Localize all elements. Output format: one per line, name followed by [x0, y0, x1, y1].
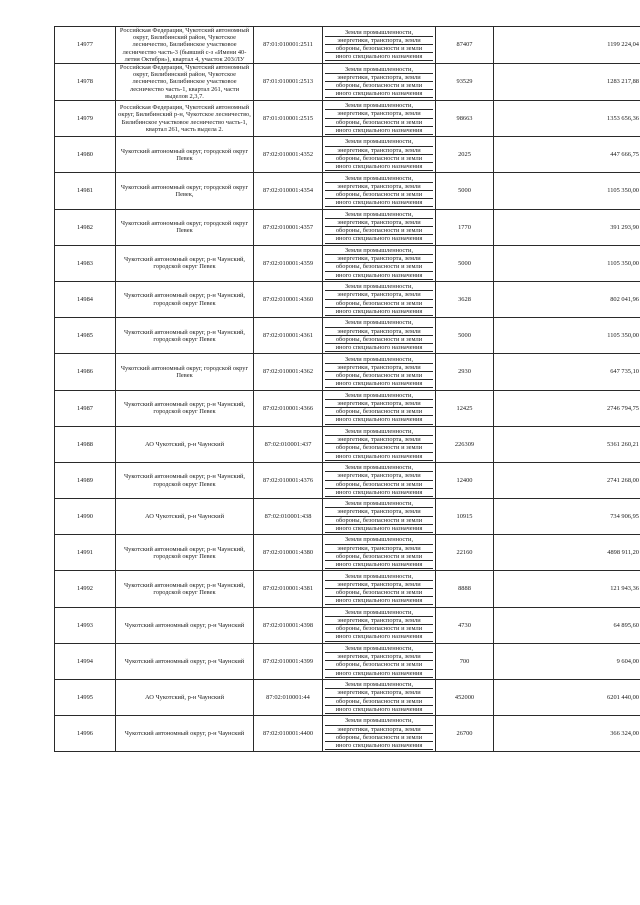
cadastral-value-cell: 5361 260,21: [494, 426, 640, 462]
area-cell: 1770: [436, 209, 494, 245]
area-cell: 2025: [436, 137, 494, 173]
table-row: [55, 137, 640, 173]
land-category-line: энергетики, транспорта, земли: [325, 364, 433, 372]
land-category-line: энергетики, транспорта, земли: [325, 183, 433, 191]
land-category-line: Земли промышленности,: [325, 175, 433, 183]
area-cell: 98663: [436, 101, 494, 137]
land-category-line: энергетики, транспорта, земли: [325, 508, 433, 516]
land-category-cell: [323, 137, 436, 173]
area-cell: 5000: [436, 318, 494, 354]
cadastral-value-cell: 2746 794,75: [494, 390, 640, 426]
table-row: [55, 354, 640, 390]
cadastral-number-cell: 87:02:010001:4381: [254, 571, 323, 607]
land-category-line: иного специального назначения: [325, 597, 433, 605]
cadastral-number-cell: 87:02:010001:4366: [254, 390, 323, 426]
land-category-line: Земли промышленности,: [325, 356, 433, 364]
cadastral-number-cell: 87:02:010001:438: [254, 499, 323, 535]
land-category-line: Земли промышленности,: [325, 211, 433, 219]
cadastral-number-cell: 87:02:010001:44: [254, 680, 323, 716]
land-category-line: иного специального назначения: [325, 235, 433, 243]
land-category-cell: [323, 209, 436, 245]
land-category-line: Земли промышленности,: [325, 536, 433, 544]
land-category-line: энергетики, транспорта, земли: [325, 147, 433, 155]
land-category-line: Земли промышленности,: [325, 573, 433, 581]
land-category-line: обороны, безопасности и земли: [325, 625, 433, 633]
row-number-cell: 14992: [55, 571, 116, 607]
area-cell: 22160: [436, 535, 494, 571]
land-category-line: иного специального назначения: [325, 633, 433, 641]
address-cell: Чукотский автономный округ, городской округ Певек,: [116, 173, 254, 209]
land-category-line: обороны, безопасности и земли: [325, 191, 433, 199]
land-category-cell: [323, 571, 436, 607]
cadastral-value-cell: 366 324,00: [494, 716, 640, 752]
land-category-cell: [323, 173, 436, 209]
area-cell: 8888: [436, 571, 494, 607]
table-row: [55, 680, 640, 716]
address-cell: Чукотский автономный округ, р-н Чаунский: [116, 607, 254, 643]
address-cell: Чукотский автономный округ, городской округ Певек: [116, 209, 254, 245]
cadastral-number-cell: 87:01:010001:2515: [254, 101, 323, 137]
land-category-line: иного специального назначения: [325, 489, 433, 497]
cadastral-number-cell: 87:01:010001:2511: [254, 27, 323, 64]
land-category-line: энергетики, транспорта, земли: [325, 291, 433, 299]
cadastral-number-cell: 87:02:010001:4400: [254, 716, 323, 752]
land-category-cell: [323, 281, 436, 317]
address-cell: Чукотский автономный округ, р-н Чаунский, городской округ Певек: [116, 318, 254, 354]
cadastral-value-cell: 1105 350,00: [494, 318, 640, 354]
land-category-line: энергетики, транспорта, земли: [325, 617, 433, 625]
cadastral-number-cell: 87:02:010001:4360: [254, 281, 323, 317]
address-cell: Российская Федерация, Чукотский автономный округ, Билибинский район, Чукотское лесничество, Билибинское участковое лесничество часть-3 (бывший с-з «Имени 40-летия Октября»), квартал 4, участок 203/ЛУ: [116, 27, 254, 64]
row-number-cell: 14981: [55, 173, 116, 209]
land-category-line: иного специального назначения: [325, 525, 433, 533]
row-number-cell: 14993: [55, 607, 116, 643]
land-category-line: иного специального назначения: [325, 670, 433, 678]
row-number-cell: 14991: [55, 535, 116, 571]
address-cell: Чукотский автономный округ, р-н Чаунский, городской округ Певек: [116, 535, 254, 571]
address-cell: Чукотский автономный округ, городской округ Певек: [116, 354, 254, 390]
land-category-line: обороны, безопасности и земли: [325, 227, 433, 235]
cadastral-value-cell: 1105 350,00: [494, 245, 640, 281]
land-category-line: иного специального назначения: [325, 706, 433, 714]
land-category-line: энергетики, транспорта, земли: [325, 110, 433, 118]
land-category-line: энергетики, транспорта, земли: [325, 653, 433, 661]
cadastral-number-cell: 87:01:010001:2513: [254, 64, 323, 101]
land-category-line: Земли промышленности,: [325, 247, 433, 255]
land-category-cell: [323, 101, 436, 137]
land-category-line: Земли промышленности,: [325, 283, 433, 291]
land-registry-table: [54, 26, 640, 752]
land-category-line: иного специального назначения: [325, 742, 433, 750]
land-category-line: энергетики, транспорта, земли: [325, 689, 433, 697]
land-category-cell: [323, 716, 436, 752]
row-number-cell: 14986: [55, 354, 116, 390]
cadastral-number-cell: 87:02:010001:4362: [254, 354, 323, 390]
area-cell: 452000: [436, 680, 494, 716]
table-row: [55, 209, 640, 245]
cadastral-value-cell: 734 906,95: [494, 499, 640, 535]
row-number-cell: 14983: [55, 245, 116, 281]
land-category-line: обороны, безопасности и земли: [325, 517, 433, 525]
cadastral-number-cell: 87:02:010001:4398: [254, 607, 323, 643]
address-cell: АО Чукотский, р-н Чаунский: [116, 426, 254, 462]
land-category-line: Земли промышленности,: [325, 500, 433, 508]
row-number-cell: 14987: [55, 390, 116, 426]
area-cell: 700: [436, 643, 494, 679]
land-category-line: иного специального назначения: [325, 90, 433, 98]
cadastral-value-cell: 4898 911,20: [494, 535, 640, 571]
area-cell: 3628: [436, 281, 494, 317]
table-row: [55, 245, 640, 281]
land-category-line: обороны, безопасности и земли: [325, 661, 433, 669]
land-category-line: обороны, безопасности и земли: [325, 589, 433, 597]
cadastral-value-cell: 121 943,36: [494, 571, 640, 607]
area-cell: 226309: [436, 426, 494, 462]
land-category-line: иного специального назначения: [325, 163, 433, 171]
registry-table-body: [55, 27, 640, 752]
area-cell: 26700: [436, 716, 494, 752]
row-number-cell: 14994: [55, 643, 116, 679]
land-category-line: иного специального назначения: [325, 53, 433, 61]
land-category-line: Земли промышленности,: [325, 609, 433, 617]
address-cell: Чукотский автономный округ, р-н Чаунский, городской округ Певек: [116, 571, 254, 607]
land-category-line: энергетики, транспорта, земли: [325, 545, 433, 553]
land-category-cell: [323, 318, 436, 354]
address-cell: Чукотский автономный округ, городской округ Певек: [116, 137, 254, 173]
area-cell: 5000: [436, 245, 494, 281]
land-category-cell: [323, 245, 436, 281]
land-category-cell: [323, 462, 436, 498]
table-row: [55, 318, 640, 354]
cadastral-number-cell: 87:02:010001:4361: [254, 318, 323, 354]
table-row: [55, 499, 640, 535]
cadastral-value-cell: 647 735,10: [494, 354, 640, 390]
table-row: [55, 571, 640, 607]
cadastral-value-cell: 802 041,96: [494, 281, 640, 317]
land-category-line: иного специального назначения: [325, 344, 433, 352]
row-number-cell: 14989: [55, 462, 116, 498]
land-category-line: обороны, безопасности и земли: [325, 698, 433, 706]
cadastral-value-cell: 2741 268,00: [494, 462, 640, 498]
cadastral-value-cell: 1105 350,00: [494, 173, 640, 209]
land-category-line: Земли промышленности,: [325, 645, 433, 653]
table-row: [55, 716, 640, 752]
land-category-cell: [323, 643, 436, 679]
land-category-line: Земли промышленности,: [325, 392, 433, 400]
land-category-line: энергетики, транспорта, земли: [325, 219, 433, 227]
land-category-cell: [323, 499, 436, 535]
land-category-line: Земли промышленности,: [325, 66, 433, 74]
cadastral-number-cell: 87:02:010001:4399: [254, 643, 323, 679]
land-category-line: обороны, безопасности и земли: [325, 553, 433, 561]
land-category-line: иного специального назначения: [325, 416, 433, 424]
cadastral-number-cell: 87:02:010001:4354: [254, 173, 323, 209]
land-category-line: обороны, безопасности и земли: [325, 263, 433, 271]
row-number-cell: 14990: [55, 499, 116, 535]
land-category-line: энергетики, транспорта, земли: [325, 37, 433, 45]
land-category-line: иного специального назначения: [325, 380, 433, 388]
cadastral-number-cell: 87:02:010001:4352: [254, 137, 323, 173]
area-cell: 87407: [436, 27, 494, 64]
land-category-line: энергетики, транспорта, земли: [325, 581, 433, 589]
cadastral-number-cell: 87:02:010001:437: [254, 426, 323, 462]
table-row: [55, 462, 640, 498]
land-category-line: обороны, безопасности и земли: [325, 336, 433, 344]
land-category-line: иного специального назначения: [325, 308, 433, 316]
cadastral-value-cell: 1353 656,36: [494, 101, 640, 137]
table-row: [55, 426, 640, 462]
land-category-line: энергетики, транспорта, земли: [325, 472, 433, 480]
land-category-line: обороны, безопасности и земли: [325, 481, 433, 489]
land-category-line: энергетики, транспорта, земли: [325, 328, 433, 336]
cadastral-value-cell: 6201 440,00: [494, 680, 640, 716]
land-category-cell: [323, 354, 436, 390]
land-category-line: обороны, безопасности и земли: [325, 372, 433, 380]
cadastral-number-cell: 87:02:010001:4376: [254, 462, 323, 498]
land-category-line: Земли промышленности,: [325, 138, 433, 146]
land-category-cell: [323, 535, 436, 571]
cadastral-value-cell: 1283 217,88: [494, 64, 640, 101]
land-category-cell: [323, 680, 436, 716]
row-number-cell: 14977: [55, 27, 116, 64]
cadastral-value-cell: 9 604,00: [494, 643, 640, 679]
address-cell: Чукотский автономный округ, р-н Чаунский, городской округ Певек: [116, 462, 254, 498]
area-cell: 10915: [436, 499, 494, 535]
address-cell: Чукотский автономный округ, р-н Чаунский, городской округ Певек: [116, 245, 254, 281]
address-cell: АО Чукотский, р-н Чаунский: [116, 499, 254, 535]
area-cell: 93529: [436, 64, 494, 101]
cadastral-number-cell: 87:02:010001:4380: [254, 535, 323, 571]
land-category-line: обороны, безопасности и земли: [325, 119, 433, 127]
row-number-cell: 14978: [55, 64, 116, 101]
land-category-line: обороны, безопасности и земли: [325, 444, 433, 452]
land-category-cell: [323, 64, 436, 101]
land-category-line: Земли промышленности,: [325, 464, 433, 472]
area-cell: 2930: [436, 354, 494, 390]
cadastral-value-cell: 1199 224,04: [494, 27, 640, 64]
address-cell: Российская Федерация, Чукотский автономный округ, Билибинский р-н, Чукотское лесничество, Билибинское участковое лесничество часть-1, квартал 261, часть выдела 2.: [116, 101, 254, 137]
land-category-line: энергетики, транспорта, земли: [325, 74, 433, 82]
land-category-cell: [323, 27, 436, 64]
land-category-line: Земли промышленности,: [325, 681, 433, 689]
table-row: [55, 281, 640, 317]
cadastral-number-cell: 87:02:010001:4359: [254, 245, 323, 281]
land-category-line: обороны, безопасности и земли: [325, 408, 433, 416]
land-category-line: Земли промышленности,: [325, 29, 433, 37]
land-category-line: энергетики, транспорта, земли: [325, 400, 433, 408]
cadastral-value-cell: 447 666,75: [494, 137, 640, 173]
row-number-cell: 14984: [55, 281, 116, 317]
table-row: [55, 390, 640, 426]
row-number-cell: 14980: [55, 137, 116, 173]
land-category-line: обороны, безопасности и земли: [325, 45, 433, 53]
land-category-line: иного специального назначения: [325, 199, 433, 207]
cadastral-value-cell: 64 895,60: [494, 607, 640, 643]
address-cell: Российская Федерация, Чукотский автономный округ, Билибинский район, Чукотское лесничество, Билибинское участковое лесничество часть-1, квартал 261, части выделов 2,3,7.: [116, 64, 254, 101]
address-cell: Чукотский автономный округ, р-н Чаунский: [116, 643, 254, 679]
area-cell: 12400: [436, 462, 494, 498]
land-category-line: энергетики, транспорта, земли: [325, 255, 433, 263]
land-category-line: обороны, безопасности и земли: [325, 300, 433, 308]
land-category-cell: [323, 390, 436, 426]
land-category-line: иного специального назначения: [325, 272, 433, 280]
area-cell: 12425: [436, 390, 494, 426]
land-category-line: иного специального назначения: [325, 453, 433, 461]
table-row: [55, 643, 640, 679]
table-row: [55, 173, 640, 209]
table-row: [55, 607, 640, 643]
address-cell: Чукотский автономный округ, р-н Чаунский: [116, 716, 254, 752]
row-number-cell: 14988: [55, 426, 116, 462]
row-number-cell: 14985: [55, 318, 116, 354]
row-number-cell: 14979: [55, 101, 116, 137]
land-category-line: иного специального назначения: [325, 127, 433, 135]
table-row: [55, 64, 640, 101]
cadastral-value-cell: 391 293,90: [494, 209, 640, 245]
land-category-line: Земли промышленности,: [325, 717, 433, 725]
area-cell: 4730: [436, 607, 494, 643]
land-category-line: обороны, безопасности и земли: [325, 155, 433, 163]
address-cell: Чукотский автономный округ, р-н Чаунский, городской округ Певек: [116, 390, 254, 426]
table-row: [55, 535, 640, 571]
row-number-cell: 14995: [55, 680, 116, 716]
land-category-line: обороны, безопасности и земли: [325, 734, 433, 742]
row-number-cell: 14996: [55, 716, 116, 752]
table-row: [55, 27, 640, 64]
address-cell: Чукотский автономный округ, р-н Чаунский, городской округ Певек: [116, 281, 254, 317]
land-category-line: энергетики, транспорта, земли: [325, 726, 433, 734]
land-category-line: иного специального назначения: [325, 561, 433, 569]
land-category-line: Земли промышленности,: [325, 428, 433, 436]
land-category-line: Земли промышленности,: [325, 102, 433, 110]
land-category-cell: [323, 607, 436, 643]
cadastral-number-cell: 87:02:010001:4357: [254, 209, 323, 245]
land-category-cell: [323, 426, 436, 462]
row-number-cell: 14982: [55, 209, 116, 245]
table-row: [55, 101, 640, 137]
land-category-line: обороны, безопасности и земли: [325, 82, 433, 90]
land-category-line: энергетики, транспорта, земли: [325, 436, 433, 444]
land-category-line: Земли промышленности,: [325, 319, 433, 327]
area-cell: 5000: [436, 173, 494, 209]
address-cell: АО Чукотский, р-н Чаунский: [116, 680, 254, 716]
